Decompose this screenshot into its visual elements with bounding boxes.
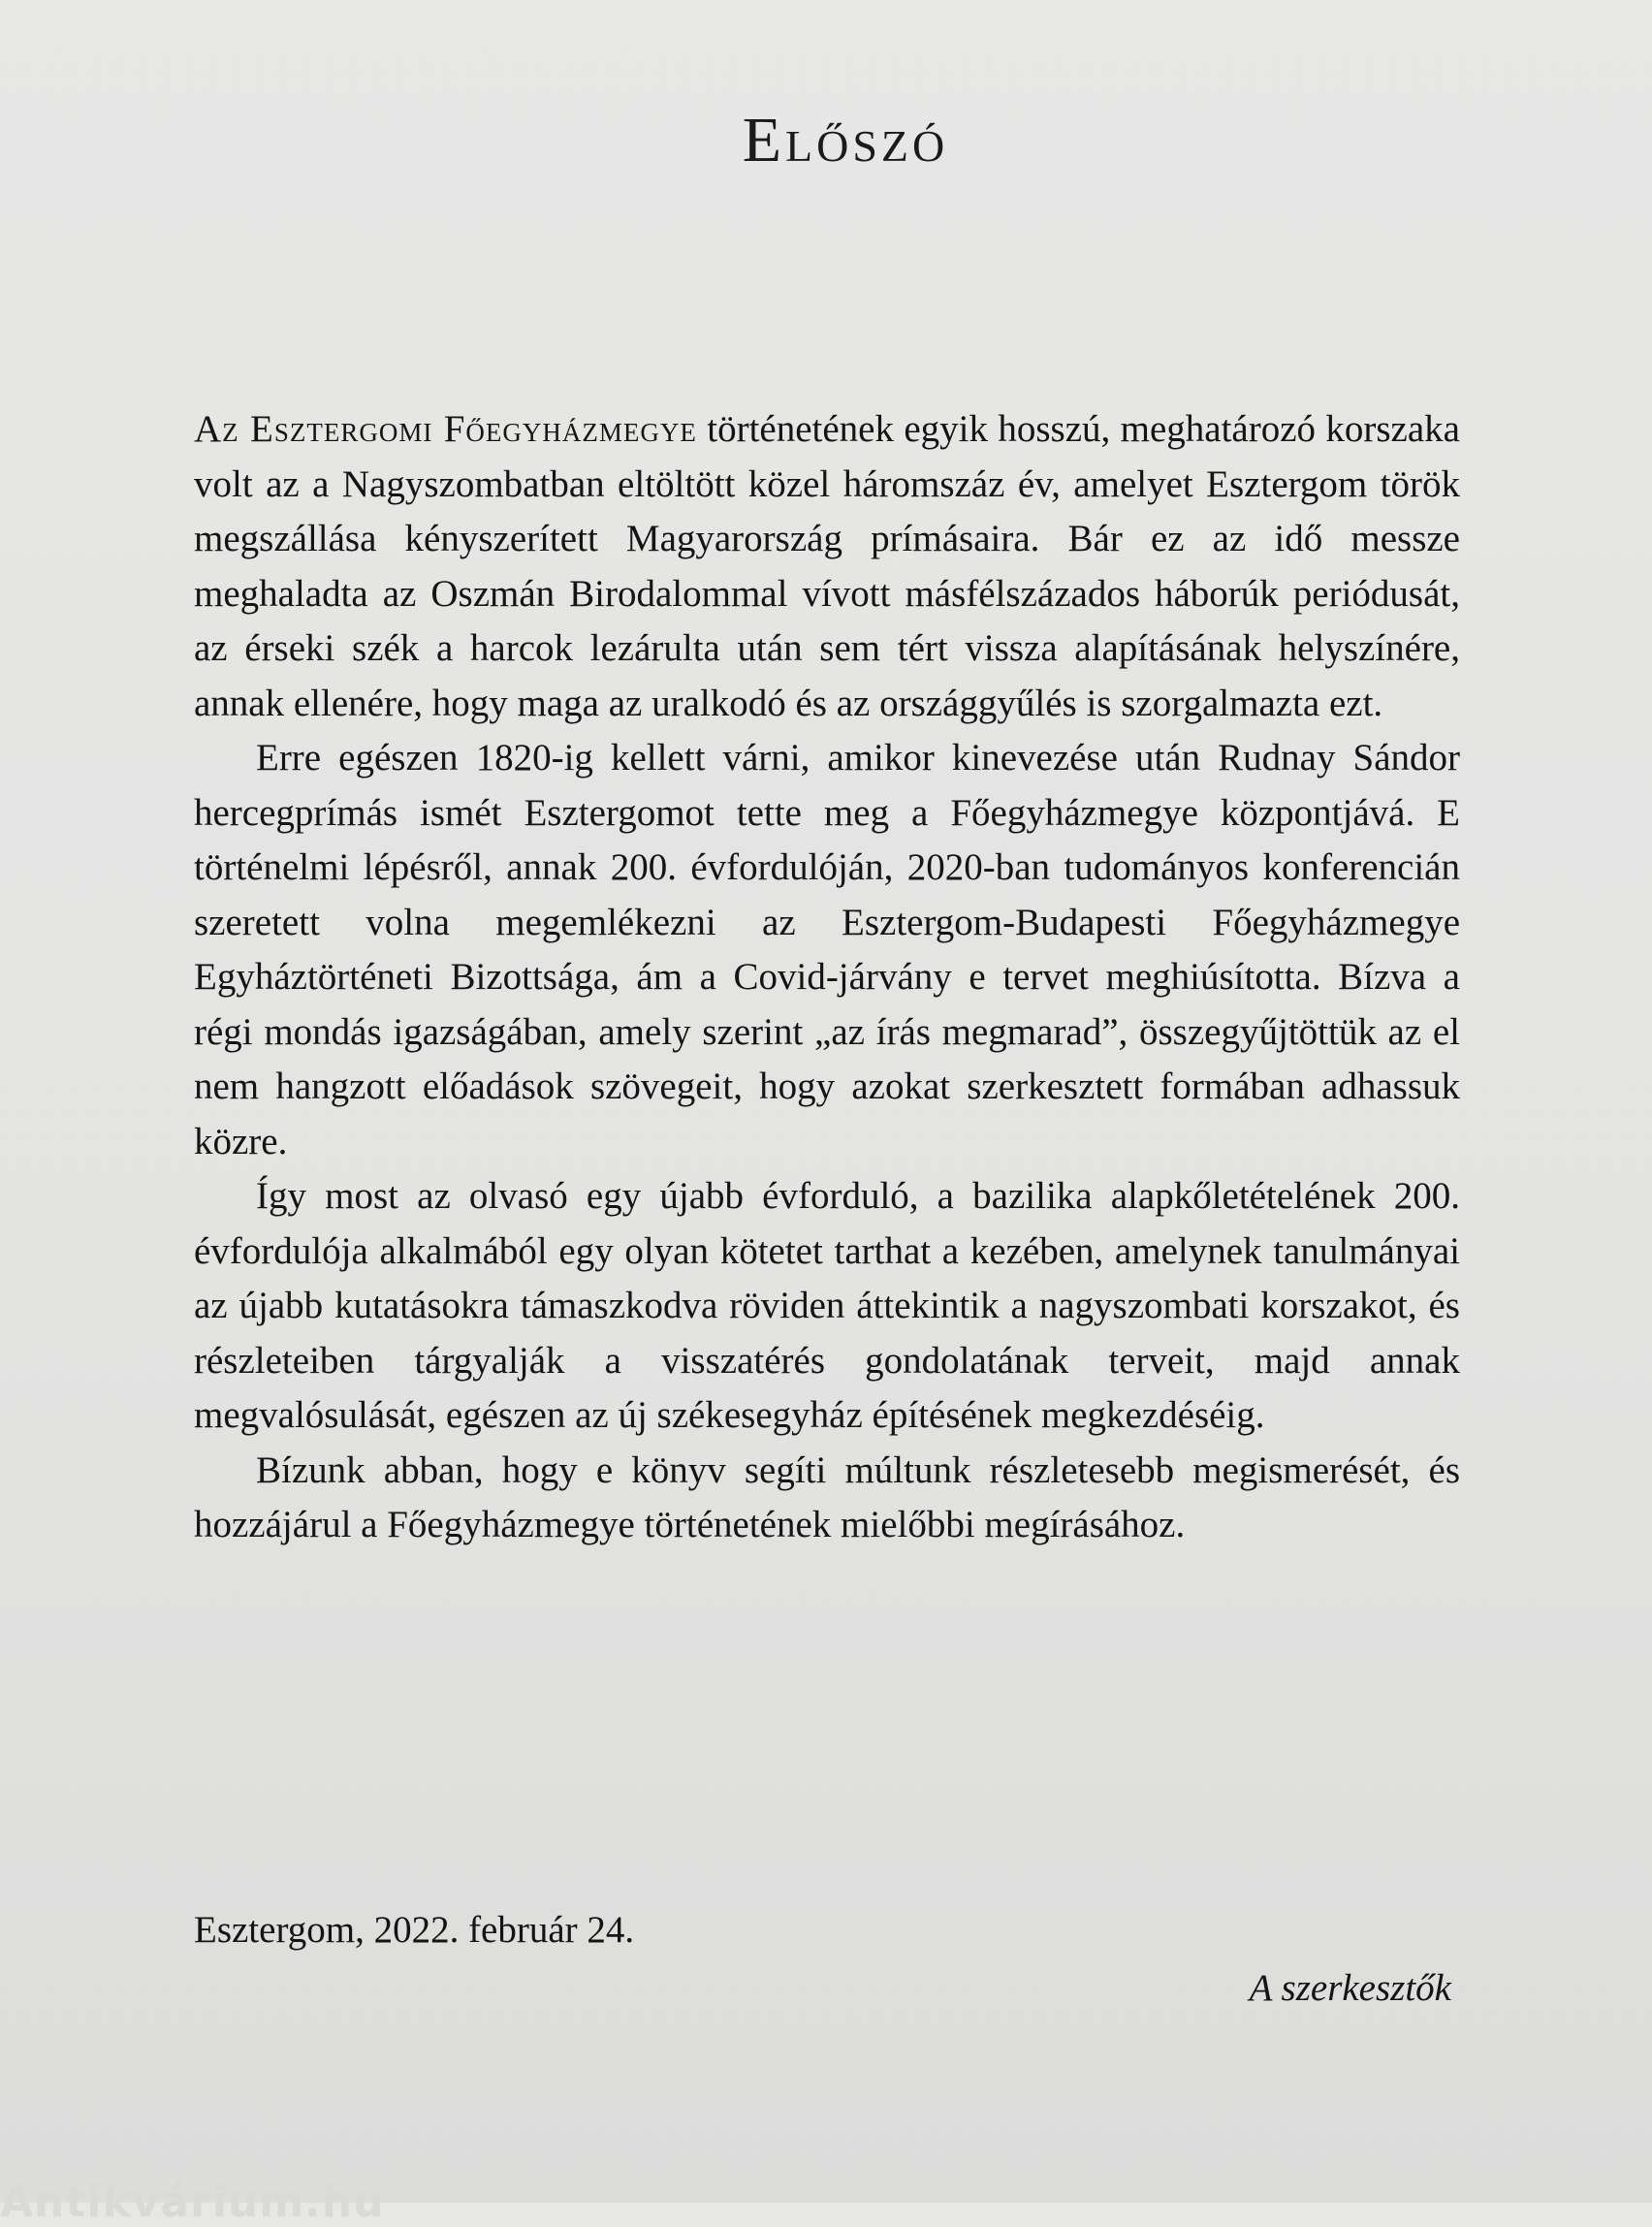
paragraph-1-text: történetének egyik hosszú, meghatározó korszaka volt az a Nagyszombatban eltöltött közel háromszáz év, amelyet Esztergom török megszállása kényszerített Magyarország prímásaira. Bár ez az idő messze meghaladta az Oszmán Birodalommal vívott másfélszázados háborúk periódusát, az érseki szék a harcok lezárulta után sem tért vissza alapításának helyszínére, annak ellenére, hogy maga az uralkodó és az országgyűlés is szorgalmazta ezt. bbox=[194, 408, 1460, 724]
preface-body bbox=[194, 402, 1460, 1553]
watermark: Antikvárium.hu bbox=[0, 2178, 385, 2227]
paragraph-4: Bízunk abban, hogy e könyv segíti múltunk részletesebb megismerését, és hozzájárul a Főegyházmegye történetének mielőbbi megírásához. bbox=[194, 1448, 1460, 1545]
place-date: Esztergom, 2022. február 24. bbox=[194, 1909, 635, 1951]
signature: A szerkesztők bbox=[1249, 1967, 1451, 2009]
page-title: Előszó bbox=[742, 105, 949, 175]
paragraph-2: Erre egészen 1820-ig kellett várni, amikor kinevezése után Rudnay Sándor hercegprímás ismét Esztergomot tette meg a Főegyházmegye központjává. E történelmi lépésről, annak 200. évfordulóján, 2020-ban tudományos konferencián szeretett volna megemlékezni az Esztergom-Budapesti Főegyházmegye Egyháztörténeti Bizottsága, ám a Covid-járvány e tervet meghiúsította. Bízva a régi mondás igazságában, amely szerint „az írás megmarad”, összegyűjtöttük az el nem hangzott előadások szövegeit, hogy azokat szerkesztett formában adhassuk közre. bbox=[194, 737, 1460, 1162]
paragraph-1 bbox=[194, 402, 1460, 731]
paragraph-1-lead: Az Esztergomi Főegyházmegye bbox=[194, 408, 697, 450]
paragraph-3: Így most az olvasó egy újabb évforduló, a bazilika alapkőletételének 200. évfordulója alkalmából egy olyan kötetet tarthat a kezében, amelynek tanulmányai az újabb kutatásokra támaszkodva röviden áttekintik a nagyszombati korszakot, és részleteiben tárgyalják a visszatérés gondolatának terveit, majd annak megvalósulását, egészen az új székesegyház építésének megkezdéséig. bbox=[194, 1175, 1460, 1436]
